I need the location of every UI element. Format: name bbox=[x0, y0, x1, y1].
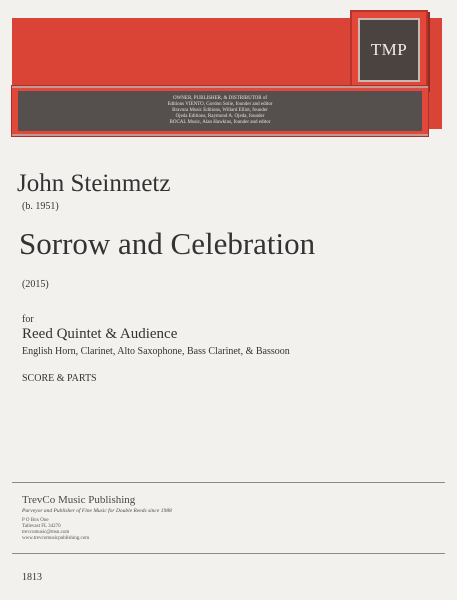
address-line: P O Box One bbox=[22, 518, 49, 523]
divider-top bbox=[12, 482, 445, 483]
owner-line: BOCAL Music, Alan Hawkins, founder and editor bbox=[169, 120, 271, 125]
address-website: www.trevcomusicpublishing.com bbox=[22, 536, 90, 541]
tmp-logo bbox=[350, 10, 428, 90]
owner-line: Editions VIENTO, Gordon Solie, founder and editor bbox=[167, 102, 273, 107]
for-label: for bbox=[22, 314, 34, 325]
address-email: trevcomusic@msn.com bbox=[22, 530, 70, 535]
catalog-number: 1813 bbox=[22, 572, 42, 583]
work-year: (2015) bbox=[22, 279, 49, 290]
edition-format: SCORE & PARTS bbox=[22, 373, 97, 384]
composer-name: John Steinmetz bbox=[17, 170, 171, 197]
tmp-logo-text: TMP bbox=[370, 40, 408, 59]
publisher-address bbox=[22, 518, 89, 542]
publisher-name: TrevCo Music Publishing bbox=[22, 494, 136, 506]
instrumentation: English Horn, Clarinet, Alto Saxophone, Bass Clarinet, & Bassoon bbox=[22, 346, 290, 357]
work-title: Sorrow and Celebration bbox=[19, 226, 316, 261]
owner-line: Ojeda Editions, Raymond A. Ojeda, founder bbox=[175, 114, 265, 119]
ensemble: Reed Quintet & Audience bbox=[22, 326, 178, 342]
owner-line: Bravura Music Editions, Willard Elliot, founder bbox=[172, 108, 268, 113]
owner-block bbox=[18, 91, 422, 131]
owner-strip bbox=[12, 86, 428, 136]
divider-bottom bbox=[12, 553, 445, 554]
composer-dates: (b. 1951) bbox=[22, 201, 59, 212]
address-line: Tallevast FL 34270 bbox=[22, 524, 61, 529]
publisher-tagline: Purveyor and Publisher of Fine Music for Double Reeds since 1988 bbox=[22, 508, 172, 514]
tmp-logo-inner bbox=[360, 20, 418, 80]
owner-line: OWNER, PUBLISHER, & DISTRIBUTOR of bbox=[172, 96, 268, 101]
